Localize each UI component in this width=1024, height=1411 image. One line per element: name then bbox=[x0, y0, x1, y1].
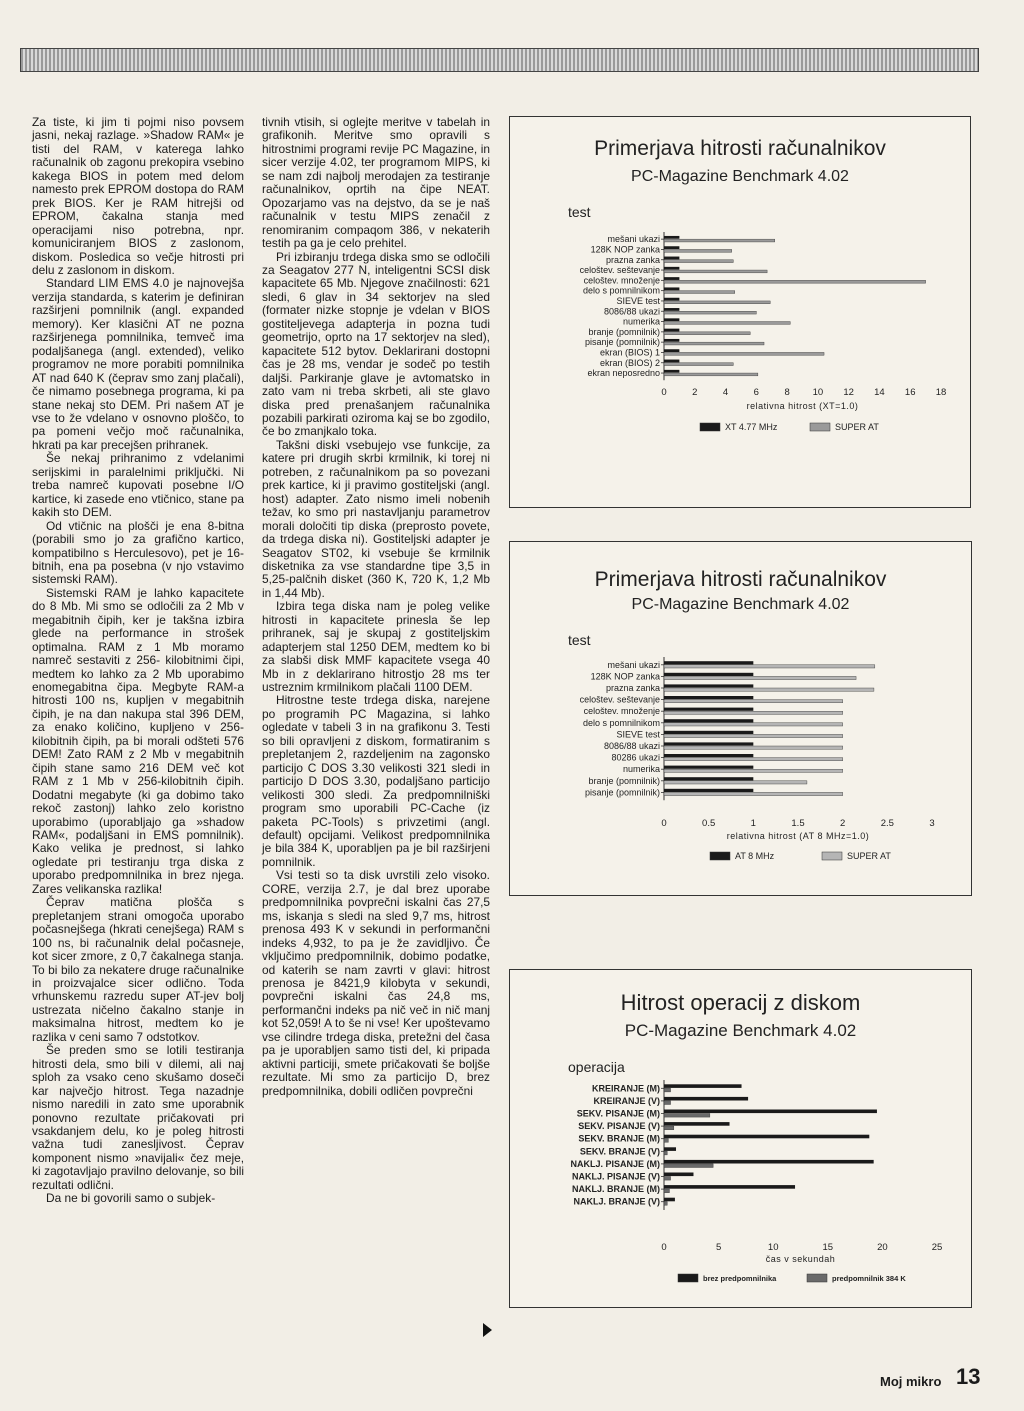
x-tick-label: 8 bbox=[784, 387, 790, 398]
bar-series-1 bbox=[664, 360, 679, 363]
category-axis-title: test bbox=[568, 632, 591, 648]
paragraph: Standard LIM EMS 4.0 je najnovejša verzija standarda, s katerim je definiran razširjeni pomnilnik (angl. expanded memory). Ker klasični AT ne pozna razširjenega pomnilnika, temveč ima podaljšanega (angl. extended), veliko programov ne more porabiti pomnilnika AT nad 640 K (čeprav smo zanj plačali), če nimamo posebnega programa, ki pa stane nekaj sto DEM. Pri našem AT je vse to že vdelano v osnovno ploščo, to pa pomeni večjo moč računalnika, hkrati pa kar precejšen prihranek. bbox=[32, 276, 244, 452]
x-axis-label: čas v sekundah bbox=[765, 1254, 836, 1264]
category-label: 80286 ukazi bbox=[611, 752, 660, 763]
bar-series-1 bbox=[664, 1173, 693, 1177]
legend-swatch bbox=[822, 852, 842, 860]
bar-series-2 bbox=[664, 700, 843, 703]
category-label: NAKLJ. BRANJE (V) bbox=[573, 1196, 660, 1207]
bar-series-1 bbox=[664, 1110, 877, 1114]
x-tick-label: 6 bbox=[753, 387, 759, 398]
category-label: pisanje (pomnilnik) bbox=[584, 787, 660, 798]
bar-series-1 bbox=[664, 1084, 742, 1088]
chart-title: Primerjava hitrosti računalnikov bbox=[594, 568, 887, 591]
bar-series-1 bbox=[664, 267, 679, 270]
x-tick-label: 5 bbox=[715, 1242, 722, 1253]
x-tick-label: 10 bbox=[767, 1242, 779, 1253]
category-label: celoštev. množenje bbox=[583, 275, 660, 286]
bar-series-2 bbox=[664, 1189, 669, 1193]
legend-label: AT 8 MHz bbox=[735, 851, 775, 861]
legend-label: SUPER AT bbox=[835, 422, 879, 432]
chart-subtitle: PC-Magazine Benchmark 4.02 bbox=[631, 168, 849, 185]
category-label: ekran neposredno bbox=[587, 368, 660, 379]
header-band bbox=[20, 48, 979, 72]
bar-series-2 bbox=[664, 239, 775, 242]
bar-series-1 bbox=[664, 287, 679, 290]
bar-series-1 bbox=[664, 246, 679, 249]
article-column-1 bbox=[32, 116, 244, 1206]
category-label: numerika bbox=[622, 764, 660, 775]
bar-series-2 bbox=[664, 352, 824, 355]
bar-series-2 bbox=[664, 1202, 667, 1206]
bar-series-2 bbox=[664, 1101, 671, 1105]
x-tick-label: 14 bbox=[874, 387, 885, 398]
bar-series-1 bbox=[664, 1198, 675, 1202]
bar-series-1 bbox=[664, 777, 753, 780]
category-label: SEKV. PISANJE (M) bbox=[576, 1108, 660, 1119]
bar-series-1 bbox=[664, 339, 679, 342]
chart-subtitle: PC-Magazine Benchmark 4.02 bbox=[631, 596, 850, 613]
x-tick-label: 12 bbox=[843, 387, 854, 398]
bar-series-1 bbox=[664, 257, 679, 260]
x-axis-label: relativna hitrost (XT=1.0) bbox=[746, 401, 859, 411]
category-axis-title: test bbox=[568, 204, 591, 220]
category-label: SIEVE test bbox=[616, 729, 660, 740]
x-axis-label: relativna hitrost (AT 8 MHz=1.0) bbox=[726, 831, 870, 841]
category-label: SEKV. BRANJE (V) bbox=[579, 1146, 660, 1157]
legend-swatch bbox=[678, 1274, 698, 1282]
category-label: 128K NOP zanka bbox=[590, 671, 660, 682]
paragraph: Vsi testi so ta disk uvrstili zelo visoko. CORE, verzija 2.7, je dal brez uporabe predpomnilnika povprečni iskalni čas 27,5 ms, iskanja s sledi na sled 9,7 ms, hitrost prenosa 493 K v sekundi in performančni indeks 4,932, to pa je že zavidljivo. Če vključimo predpomnilnik, dobimo podatke, od katerih se nam zavrti v glavi: hitrost prenosa je 8421,9 kilobyta v sekundi, povprečni iskalni čas 24,8 ms, performančni indeks pa nič več in nič manj kot 52,059! A to še ni vse! Ker upoštevamo vse cilindre trdega diska, pretežni del časa pa je uporabljen samo tisti del, ki pripada aktivni particiji, smete pričakovati še boljše rezultate. Mi smo za particijo D, brez predpomnilnika, dobili odličen povprečni bbox=[262, 868, 490, 1098]
category-label: ekran (BIOS) 2 bbox=[599, 357, 660, 368]
bar-series-1 bbox=[664, 236, 679, 239]
bar-series-2 bbox=[664, 363, 733, 366]
chart-disk-operations bbox=[509, 969, 972, 1308]
category-axis-title: operacija bbox=[568, 1059, 625, 1075]
category-label: celoštev. seštevanje bbox=[579, 694, 660, 705]
paragraph: Od vtičnic na plošči je ena 8-bitna (porabili smo jo za grafično kartico, kompatibilno s Herculesovo), pet je 16-bitnih, ena pa posebna (v njo vstavimo sistemski RAM). bbox=[32, 518, 244, 587]
bar-series-1 bbox=[664, 1097, 748, 1101]
bar-series-2 bbox=[664, 249, 732, 252]
x-tick-label: 20 bbox=[877, 1242, 888, 1253]
paragraph: Hitrostne teste trdega diska, narejene po programih PC Magazina, si lahko ogledate v tabeli 3 in na grafikonu 3. Testi so bili opravljeni z diskom, formatiranim s prepletanjem 2, razdeljenim na zagonsko particijo C DOS 3.30 velikosti 321 sledi in particijo D DOS 3.30, podaljšano particijo velikosti 300 sledi. Za predpomnilniški program smo uporabili PC-Cache (iz paketa PC-Tools) s privzetimi (angl. default) opcijami. Velikost predpomnilnika je bila 384 K, uporabljen pa je bil razširjeni pomnilnik. bbox=[262, 693, 490, 869]
category-label: 8086/88 ukazi bbox=[603, 741, 660, 751]
bar-series-1 bbox=[664, 308, 679, 311]
bar-series-2 bbox=[664, 301, 770, 304]
chart-svg bbox=[510, 542, 971, 895]
bar-series-2 bbox=[664, 1088, 671, 1092]
chart-svg bbox=[510, 970, 971, 1307]
category-label: KREIRANJE (M) bbox=[591, 1083, 660, 1094]
category-label: ekran (BIOS) 1 bbox=[599, 347, 660, 358]
article-column-2 bbox=[262, 116, 490, 1098]
bar-series-1 bbox=[664, 318, 679, 321]
x-tick-label: 0 bbox=[661, 818, 667, 829]
bar-series-2 bbox=[664, 342, 764, 345]
category-label: NAKLJ. BRANJE (M) bbox=[571, 1184, 660, 1195]
bar-series-1 bbox=[664, 1135, 869, 1139]
bar-series-2 bbox=[664, 758, 843, 761]
paragraph: Še nekaj prihranimo z vdelanimi serijskimi in paralelnimi priključki. Ni treba namreč kupovati posebne I/O kartice, ki zasede eno vtičnico, stane pa kakih sto DEM. bbox=[32, 451, 244, 520]
x-tick-label: 0 bbox=[661, 387, 667, 398]
paragraph: Čeprav matična plošča s prepletanjem strani omogoča uporabo počasnejšega (hkrati cenejšega) RAM s 100 ns, bi računalnik delal počasneje, kot sicer zmore, z 0,7 čakalnega stanja. To bi bilo za nekatere druge računalnike in proizvajalce sicer odlično. Toda vrhunskemu razredu super AT-jev bolj ustrezata ničelno čakalno stanje in maksimalna hitrost, medtem ko je razlika v ceni samo 7 odstotkov. bbox=[32, 895, 244, 1044]
bar-series-2 bbox=[664, 723, 843, 726]
bar-series-1 bbox=[664, 1185, 795, 1189]
category-label: mešani ukazi bbox=[607, 234, 660, 245]
x-tick-label: 1 bbox=[750, 818, 756, 829]
continue-arrow-icon bbox=[483, 1323, 492, 1337]
bar-series-2 bbox=[664, 781, 807, 784]
bar-series-1 bbox=[664, 696, 753, 699]
chart-title: Primerjava hitrosti računalnikov bbox=[594, 137, 886, 160]
bar-series-2 bbox=[664, 1126, 674, 1130]
category-label: branje (pomnilnik) bbox=[588, 775, 660, 786]
x-tick-label: 1.5 bbox=[791, 818, 805, 829]
category-label: branje (pomnilnik) bbox=[588, 326, 660, 337]
bar-series-1 bbox=[664, 329, 679, 332]
chart-subtitle: PC-Magazine Benchmark 4.02 bbox=[624, 1021, 857, 1040]
bar-series-2 bbox=[664, 1114, 710, 1118]
category-label: SIEVE test bbox=[616, 295, 660, 306]
chart-title: Hitrost operacij z diskom bbox=[620, 990, 861, 1015]
legend-label: SUPER AT bbox=[847, 851, 891, 861]
x-tick-label: 15 bbox=[822, 1242, 834, 1253]
category-label: celoštev. množenje bbox=[583, 706, 660, 717]
category-label: delo s pomnilnikom bbox=[582, 285, 660, 296]
bar-series-1 bbox=[664, 1122, 730, 1126]
bar-series-2 bbox=[664, 769, 843, 772]
category-label: prazna zanka bbox=[605, 254, 660, 265]
chart-pc-benchmark-xt bbox=[509, 116, 971, 508]
bar-series-1 bbox=[664, 1160, 874, 1164]
legend-label: predpomnilnik 384 K bbox=[832, 1274, 906, 1283]
bar-series-1 bbox=[664, 277, 679, 280]
bar-series-1 bbox=[664, 684, 753, 687]
x-tick-label: 25 bbox=[931, 1242, 943, 1253]
x-tick-label: 4 bbox=[722, 387, 729, 398]
x-tick-label: 0.5 bbox=[702, 818, 716, 829]
category-label: SEKV. PISANJE (V) bbox=[578, 1121, 660, 1132]
bar-series-2 bbox=[664, 792, 843, 795]
bar-series-2 bbox=[664, 665, 875, 668]
category-label: NAKLJ. PISANJE (V) bbox=[571, 1171, 660, 1182]
bar-series-1 bbox=[664, 742, 753, 745]
paragraph: Izbira tega diska nam je poleg velike hitrosti in kapacitete prinesla še lep prihranek, saj je skupaj z gostiteljskim adapterjem stal 1250 DEM, medtem ko bi za slabši disk MMF kapacitete vsega 40 Mb in z deklarirano hitrostjo 28 ms ter ustreznim krmilnikom plačali 1100 DEM. bbox=[262, 599, 490, 695]
category-label: numerika bbox=[622, 316, 660, 327]
paragraph: Takšni diski vsebujejo vse funkcije, za katere pri drugih skrbi krmilnik, ki torej ni potreben, z računalnikom pa so povezani prek kartice, ki ji pravimo gostiteljski (angl. host) adapter. Zato nismo imeli nobenih težav, ko smo pri nastavljanju parametrov morali določiti tip diska (preprosto povete, da trdega diska ni). Gostiteljski adapter je Seagatov ST02, ki vsebuje še krmilnik disketnika za vse standardne tipe 3,5 in 5,25-palčnih disket (360 K, 720 K, 1,2 Mb in 1,44 Mb). bbox=[262, 437, 490, 600]
x-tick-label: 2 bbox=[692, 387, 698, 398]
bar-series-2 bbox=[664, 688, 874, 691]
magazine-name: Moj mikro bbox=[880, 1374, 942, 1389]
x-tick-label: 2.5 bbox=[880, 818, 894, 829]
legend-label: brez predpomnilnika bbox=[703, 1274, 777, 1283]
paragraph: tivnih vtisih, si oglejte meritve v tabelah in grafikonih. Meritve smo opravili s hitrostnimi programi revije PC Magazine, in sicer verzije 4.02, ter programom MIPS, ki se nam zdi najbolj merodajen za testiranje računalnikov, oprtih na čipe NEAT. Opozarjamo vas na dejstvo, da se je naš računalnik v testu MIPS zenačil z renomiranim compaqom 386, v nekaterih testih pa ga je celo prehitel. bbox=[262, 115, 490, 251]
bar-series-2 bbox=[664, 1151, 667, 1155]
bar-series-2 bbox=[664, 270, 767, 273]
bar-series-1 bbox=[664, 719, 753, 722]
bar-series-2 bbox=[664, 734, 843, 737]
category-label: celoštev. seštevanje bbox=[579, 265, 660, 276]
bar-series-2 bbox=[664, 260, 733, 263]
legend-swatch bbox=[810, 423, 830, 431]
bar-series-2 bbox=[664, 311, 756, 314]
category-label: SEKV. BRANJE (M) bbox=[578, 1133, 660, 1144]
x-tick-label: 3 bbox=[929, 818, 935, 829]
bar-series-1 bbox=[664, 349, 679, 352]
x-tick-label: 10 bbox=[812, 387, 824, 398]
bar-series-1 bbox=[664, 661, 753, 664]
bar-series-2 bbox=[664, 746, 843, 749]
category-label: prazna zanka bbox=[605, 683, 660, 693]
paragraph: Še preden smo se lotili testiranja hitrosti dela, smo bili v dilemi, ali naj sploh za vsako ceno skušamo doseči kar največjo hitrost. Tega nazadnje nismo naredili in zato sme uporabnik ponovno rezultate pričakovati pri vsakdanjem delu, ko je poleg hitrosti važna tudi zanesljivost. Čeprav komponent nismo »navijali« čez meje, ki zagotavljajo pravilno delovanje, so bili rezultati odlični. bbox=[32, 1043, 244, 1192]
bar-series-2 bbox=[664, 373, 758, 376]
category-label: KREIRANJE (V) bbox=[593, 1095, 660, 1106]
paragraph: Da ne bi govorili samo o subjek- bbox=[46, 1191, 216, 1206]
bar-series-2 bbox=[664, 291, 735, 294]
category-label: 128K NOP zanka bbox=[590, 244, 660, 255]
bar-series-1 bbox=[664, 298, 679, 301]
category-label: pisanje (pomnilnik) bbox=[584, 337, 660, 348]
x-tick-label: 18 bbox=[935, 387, 947, 398]
bar-series-2 bbox=[664, 676, 856, 679]
bar-series-2 bbox=[664, 1164, 713, 1168]
bar-series-2 bbox=[664, 322, 790, 325]
bar-series-1 bbox=[664, 766, 753, 769]
paragraph: Za tiste, ki jim ti pojmi niso povsem jasni, nekaj razlage. »Shadow RAM« je tisti del RAM, v katerega lahko računalnik ob zagonu prekopira vsebino kakega BIOS in potem med delom namesto prek EPROM dostopa do RAM prek BIOS. Ker je RAM hitrejši od EPROM, čakalna stanja med operacijami niso potrebna, npr. komuniciranjem BIOS z zaslonom, diskom. Posledica so večje hitrosti pri delu z zaslonom in diskom. bbox=[32, 115, 244, 277]
bar-series-2 bbox=[664, 280, 926, 283]
bar-series-1 bbox=[664, 789, 753, 792]
chart-svg bbox=[510, 117, 970, 507]
legend-swatch bbox=[700, 423, 720, 431]
x-tick-label: 2 bbox=[840, 818, 846, 829]
legend-label: XT 4.77 MHz bbox=[725, 422, 778, 432]
chart-pc-benchmark-at bbox=[509, 541, 972, 896]
x-tick-label: 16 bbox=[904, 387, 916, 398]
category-label: delo s pomnilnikom bbox=[582, 717, 660, 728]
category-label: 8086/88 ukazi bbox=[603, 306, 660, 317]
x-tick-label: 0 bbox=[661, 1242, 667, 1253]
bar-series-2 bbox=[664, 332, 750, 335]
legend-swatch bbox=[710, 852, 730, 860]
bar-series-1 bbox=[664, 1147, 676, 1151]
bar-series-1 bbox=[664, 754, 753, 757]
paragraph: Sistemski RAM je lahko kapacitete do 8 Mb. Mi smo se odločili za 2 Mb v megabitnih čipih, ker je takšna izbira glede na performance in strošek optimalna. RAM z 1 Mb moramo namreč sestaviti z 256- kilobitnimi čipi, medtem ko lahko za 2 Mb uporabimo enomegabitna čipa. Megbyte RAM-a hitrosti 100 ns, kupljen v megabitnih čipih, je na dan nakupa stal 396 DEM, za enako količino, kupljeno v 256-kilobitnih čipih, pa bi morali odšteti 576 DEM! Zato RAM z 2 Mb v megabitnih čipih stane samo 216 DEM več kot RAM z 1 Mb v 256-kilobitnih čipih. Dodatni megabyte (ki ga dobimo tako rekoč zastonj) lahko zelo koristno uporabimo (uporabljajo ga »shadow RAM«, podaljšani in EMS pomnilnik). Kako velika je prednost, si lahko ogledate pri testiranju trga diska z uporabo predpomnilnika in brez njega. Zares velikanska razlika! bbox=[32, 585, 244, 896]
bar-series-2 bbox=[664, 1177, 671, 1181]
bar-series-2 bbox=[664, 711, 843, 714]
category-label: mešani ukazi bbox=[607, 659, 660, 670]
category-label: NAKLJ. PISANJE (M) bbox=[570, 1158, 660, 1169]
bar-series-1 bbox=[664, 673, 753, 676]
bar-series-1 bbox=[664, 731, 753, 734]
bar-series-2 bbox=[664, 1139, 668, 1143]
paragraph: Pri izbiranju trdega diska smo se odločili za Seagatov 277 N, inteligentni SCSI disk kapacitete 65 Mb. Njegove značilnosti: 621 sledi, 6 glav in 34 sektorjev na sled (formater nizke stopnje je vdelan v BIOS gostiteljevega adapterja in pozna tudi geometrijo, oprto na 17 sektorjev na sled), kapacitete 512 bytov. Deklarirani dostopni čas je 28 ms, vendar je sodeč po testih daljši. Parkiranje glave je avtomatsko in zato vam ni treba skrbeti, ali ste glavo diska pred prenašanjem računalnika pozabili parkirati oziroma kaj se bo zgodilo, če bo zmanjkalo toka. bbox=[262, 249, 490, 439]
page-number: 13 bbox=[956, 1364, 981, 1389]
legend-swatch bbox=[807, 1274, 827, 1282]
bar-series-1 bbox=[664, 370, 679, 373]
bar-series-1 bbox=[664, 708, 753, 711]
